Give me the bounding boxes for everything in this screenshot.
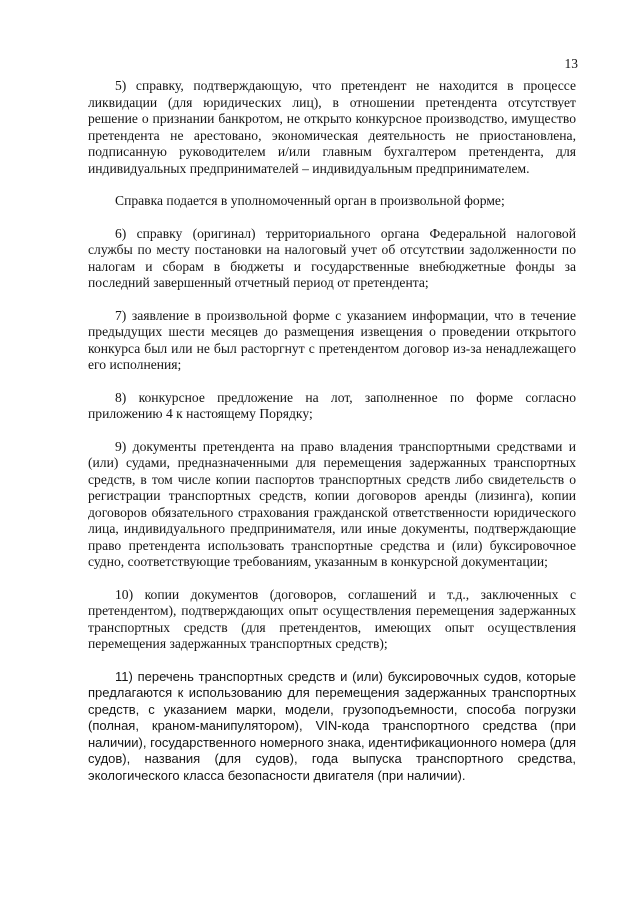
paragraph-item-6: 6) справку (оригинал) территориального органа Федеральной налоговой службы по месту постановки на налоговый учет об отсутствии задолженности по налогам и сборам в бюджеты и государственные внебюджетные фонды за последний завершенный отчетный период от претендента; xyxy=(88,225,576,290)
paragraph-item-11: 11) перечень транспортных средств и (или) буксировочных судов, которые предлагаются к использованию для перемещения задержанных транспортных средств, с указанием марки, модели, грузоподъемности, способа погрузки (полная, краном-манипулятором), VIN-кода транспортного средства (при наличии), государственного номерного знака, идентификационного номера (для судов), названия (для судов), года выпуска транспортного средства, экологического класса безопасности двигателя (при наличии). xyxy=(88,668,576,783)
page-number: 13 xyxy=(564,56,578,71)
paragraph-certificate-note: Справка подается в уполномоченный орган в произвольной форме; xyxy=(115,193,505,208)
paragraph-item-5: 5) справку, подтверждающую, что претендент не находится в процессе ликвидации (для юридических лиц), в отношении претендента отсутствует решение о признании банкротом, не открыто конкурсное производство, имущество претендента не арестовано, экономическая деятельность не приостановлена, подписанную руководителем и/или главным бухгалтером претендента, для индивидуальных предпринимателей – индивидуальным предпринимателем. xyxy=(88,78,576,176)
paragraph-item-8: 8) конкурсное предложение на лот, заполненное по форме согласно приложению 4 к настоящему Порядку; xyxy=(88,389,576,421)
paragraph-item-10: 10) копии документов (договоров, соглашений и т.д., заключенных с претендентом), подтверждающих опыт осуществления перемещения задержанных транспортных средств (для претендентов, имеющих опыт осуществления перемещения задержанных транспортных средств); xyxy=(88,586,576,651)
paragraph-item-7: 7) заявление в произвольной форме с указанием информации, что в течение предыдущих шести месяцев до размещения извещения о проведении открытого конкурса был или не был расторгнут с претендентом договор из-за ненадлежащего его исполнения; xyxy=(88,307,576,372)
paragraph-item-9: 9) документы претендента на право владения транспортными средствами и (или) судами, предназначенными для перемещения задержанных транспортных средств, в том числе копии паспортов транспортных средств либо свидетельств о регистрации транспортных средств, копии договоров аренды (лизинга), копии договоров обязательного страхования гражданской ответственности юридического лица, индивидуального предпринимателя, или иные документы, подтверждающие право претендента использовать транспортные средства и (или) буксировочное судно, соответствующие требованиям, указанным в конкурсной документации; xyxy=(88,438,576,569)
document-body xyxy=(88,78,576,800)
